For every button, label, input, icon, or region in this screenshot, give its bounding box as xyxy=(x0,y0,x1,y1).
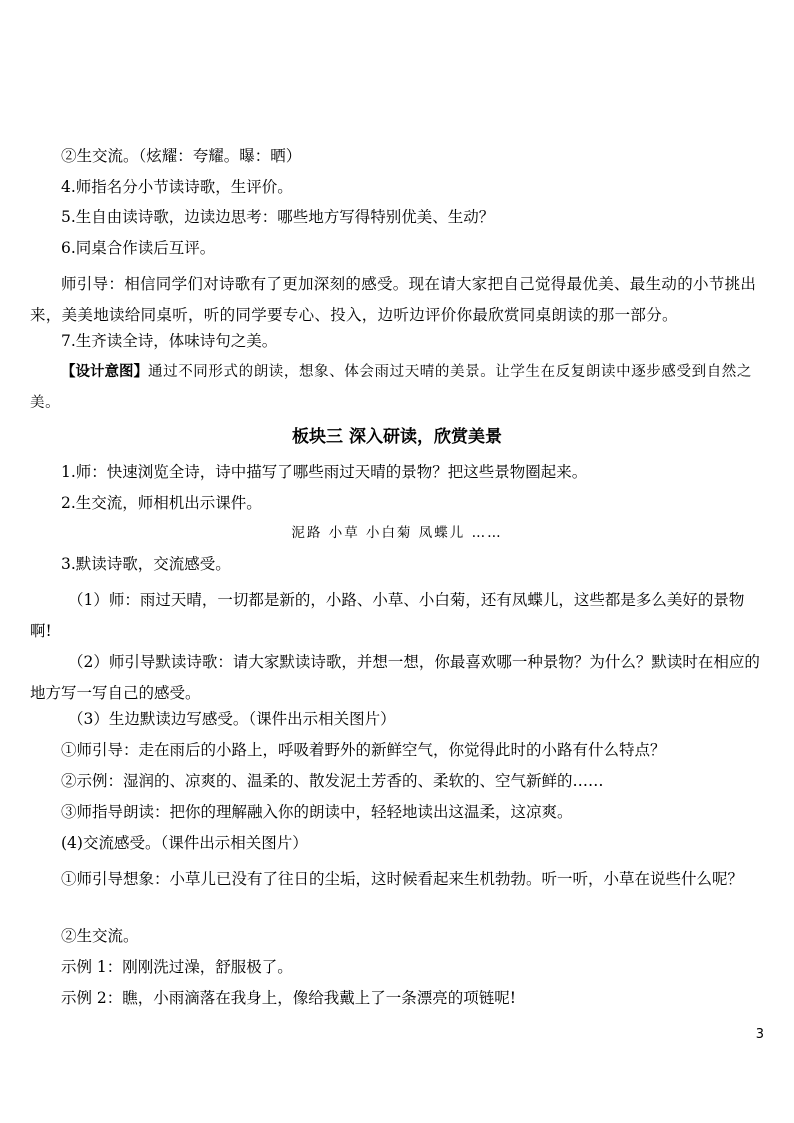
text-line: ②生交流。（炫耀：夸耀。曝：晒） xyxy=(61,147,302,165)
text-line: (4)交流感受。（课件出示相关图片） xyxy=(61,834,308,852)
text-line: 5.生自由读诗歌，边读边思考：哪些地方写得特别优美、生动？ xyxy=(61,208,495,226)
text-line: 1.师：快速浏览全诗，诗中描写了哪些雨过天晴的景物？把这些景物圈起来。 xyxy=(61,463,588,481)
text-line: ②示例：湿润的、凉爽的、温柔的、散发泥土芳香的、柔软的、空气新鲜的…… xyxy=(61,772,604,790)
text-line: 4.师指名分小节读诗歌，生评价。 xyxy=(61,178,293,196)
text-line: ③师指导朗读：把你的理解融入你的朗读中，轻轻地读出这温柔，这凉爽。 xyxy=(61,803,573,821)
paragraph: （2）师引导默读诗歌：请大家默读诗歌，并想一想，你最喜欢哪一种景物？为什么？默读时在相应的地方写一写自己的感受。 xyxy=(30,653,760,702)
paragraph: （1）师：雨过天晴，一切都是新的，小路、小草、小白菊，还有凤蝶儿，这些都是多么美好的景物啊! xyxy=(30,591,745,640)
section-heading: 板块三 深入研读，欣赏美景 xyxy=(292,427,502,447)
text-line: （3）生边默读边写感受。（课件出示相关图片） xyxy=(68,710,396,728)
courseware-display: 泥路 小草 小白菊 凤蝶儿 …… xyxy=(291,525,503,541)
text-line: 示例 2：瞧，小雨滴落在我身上，像给我戴上了一条漂亮的项链呢! xyxy=(61,989,517,1007)
paragraph: ①师引导想象：小草儿已没有了往日的尘垢，这时候看起来生机勃勃。听一听，小草在说些什么呢？ xyxy=(61,870,744,888)
design-intent xyxy=(30,357,766,419)
paragraph: 师引导：相信同学们对诗歌有了更加深刻的感受。现在请大家把自己觉得最优美、最生动的小节挑出来，美美地读给同桌听，听的同学要专心、投入，边听边评价你最欣赏同桌朗读的那一部分。 xyxy=(30,275,757,324)
text-line: 6.同桌合作读后互评。 xyxy=(61,239,216,257)
design-intent-text: 通过不同形式的朗读，想象、体会雨过天晴的美景。让学生在反复朗读中逐步感受到自然之美。 xyxy=(30,364,752,411)
text-line: 3.默读诗歌，交流感受。 xyxy=(61,555,231,573)
design-intent-label: 【设计意图】 xyxy=(61,364,148,380)
page-number: 3 xyxy=(755,1027,764,1042)
text-line: ①师引导：走在雨后的小路上，呼吸着野外的新鲜空气，你觉得此时的小路有什么特点？ xyxy=(61,741,666,759)
text-line: 7.生齐读全诗，体味诗句之美。 xyxy=(61,332,278,350)
text-line: 示例 1：刚刚洗过澡，舒服极了。 xyxy=(61,958,293,976)
text-line: ②生交流。 xyxy=(61,927,139,945)
text-line: 2.生交流，师相机出示课件。 xyxy=(61,494,262,512)
